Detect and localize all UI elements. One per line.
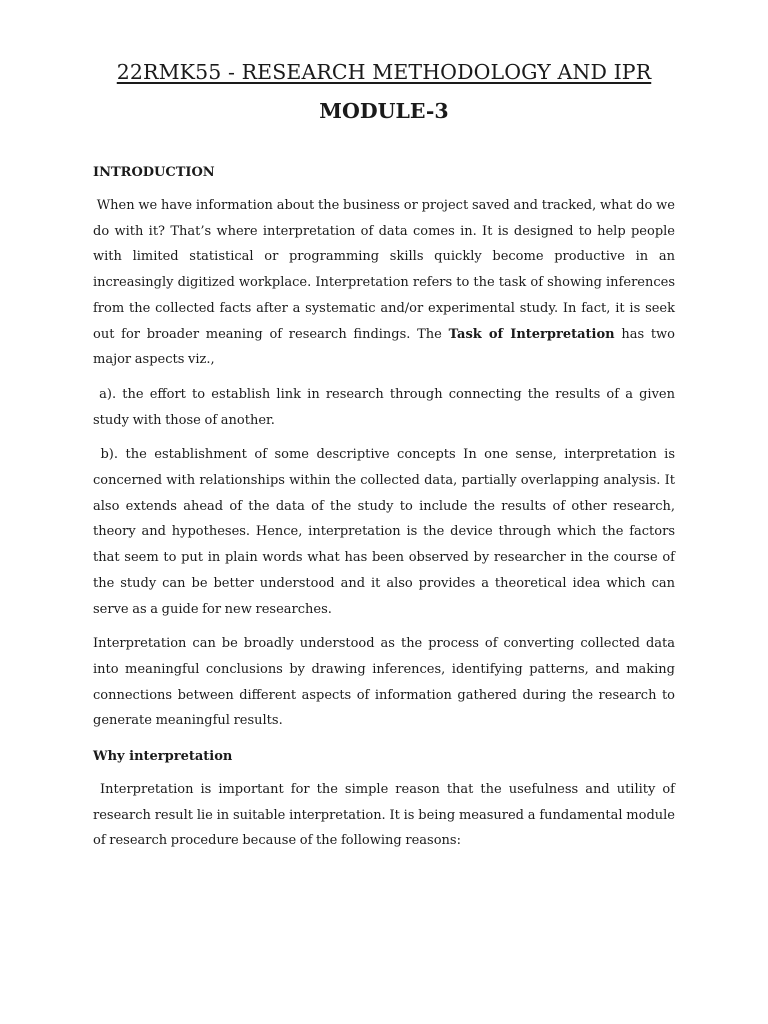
introduction-paragraph [93,193,675,373]
aspect-a-text: a). the effort to establish link in research through connecting the results of a given study with those of another. [93,386,675,428]
why-interpretation-text: Interpretation is important for the simple reason that the usefulness and utility of research result lie in suitable interpretation. It is being measured a fundamental module of research procedure because of the following reasons: [93,782,675,849]
why-interpretation-heading: Why interpretation [93,749,233,765]
document-page [93,60,675,854]
aspect-a-paragraph [93,382,675,433]
aspect-b-text: b). the establishment of some descriptive concepts In one sense, interpretation is concerned with relationships within the collected data, partially overlapping analysis. It also extends ahead of the data of the study to include the results of other research, theory and hypotheses. Hence, interpretation is the device through which the factors that seem to put in plain words what has been observed by researcher in the course of the study can be better understood and it also provides a theoretical idea which can serve as a guide for new researches. [93,447,675,617]
introduction-text-end: has two major aspects viz., [93,326,676,368]
introduction-text: When we have information about the business or project saved and tracked, what do we do with it? That’s where interpretation of data comes in. It is designed to help people with limited statistical or programming skills quickly become productive in an increasingly digitized workplace. Interpretation refers to the task of showing inferences from the collected facts after a systematic and/or experimental study. In fact, it is seek out for broader meaning of research findings. The [93,198,675,342]
interpretation-paragraph: Interpretation can be broadly understood as the process of converting collected data into meaningful conclusions by drawing inferences, identifying patterns, and making connections between different aspects of information gathered during the research to generate meaningful results. [93,636,675,729]
why-interpretation-paragraph [93,777,675,854]
introduction-heading: INTRODUCTION [93,165,215,180]
document-title: 22RMK55 - RESEARCH METHODOLOGY AND IPR [116,60,652,84]
task-of-interpretation-bold: Task of Interpretation [448,326,615,342]
aspect-b-paragraph [93,442,675,622]
module-heading: MODULE-3 [319,99,449,123]
